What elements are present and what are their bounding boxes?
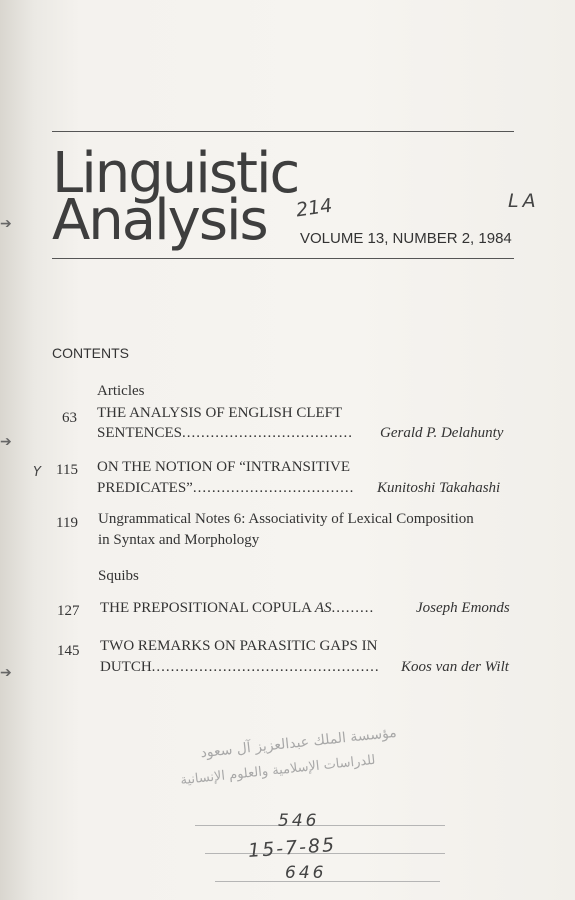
stamp-handwritten-date: 15-7-85 bbox=[247, 833, 337, 863]
toc-entry-line2 bbox=[97, 425, 353, 442]
toc-leader-dots: .................................. bbox=[192, 480, 355, 496]
toc-entry-title: THE ANALYSIS OF ENGLISH CLEFT bbox=[97, 405, 343, 421]
toc-entry-title: THE PREPOSITIONAL COPULA bbox=[100, 600, 312, 616]
stamp-line1: مؤسسة الملك عبدالعزيز آل سعود bbox=[199, 724, 398, 762]
toc-page-number: 63 bbox=[62, 410, 77, 426]
toc-leader-dots: .................................... bbox=[182, 425, 354, 441]
toc-page-number: 145 bbox=[57, 643, 80, 659]
toc-page-number: 127 bbox=[57, 603, 80, 619]
toc-entry-title-cont: in Syntax and Morphology bbox=[98, 532, 260, 548]
toc-author: Kunitoshi Takahashi bbox=[377, 480, 501, 496]
stamp-rule bbox=[195, 825, 445, 826]
section-label-articles: Articles bbox=[97, 383, 145, 399]
journal-title-line1: Linguistic bbox=[52, 141, 299, 206]
margin-arrow-icon: ➔ bbox=[0, 435, 12, 450]
toc-page-number: 115 bbox=[56, 462, 78, 478]
margin-arrow-icon: ➔ bbox=[0, 666, 12, 681]
contents-heading: CONTENTS bbox=[52, 345, 129, 361]
masthead-top-rule bbox=[52, 131, 514, 132]
library-stamp bbox=[150, 724, 480, 895]
toc-entry-title: Ungrammatical Notes 6: Associativity of Lexical Composition bbox=[98, 511, 474, 527]
handwritten-annotation-right: LA bbox=[508, 190, 540, 212]
toc-entry-title: TWO REMARKS ON PARASITIC GAPS IN bbox=[100, 638, 378, 654]
toc-entry-title-cont: PREDICATES” bbox=[97, 480, 193, 496]
stamp-rule bbox=[215, 881, 440, 882]
toc-entry-title-cont: DUTCH bbox=[100, 659, 152, 675]
toc-entry-title-cont: SENTENCES bbox=[97, 425, 183, 441]
volume-info: VOLUME 13, NUMBER 2, 1984 bbox=[300, 230, 512, 247]
stamp-handwritten-number: 546 bbox=[278, 811, 320, 831]
toc-entry-title: ON THE NOTION OF “INTRANSITIVE bbox=[97, 459, 351, 475]
stamp-handwritten-number: 646 bbox=[285, 863, 327, 883]
margin-arrow-icon: ➔ bbox=[0, 217, 12, 232]
toc-author: Gerald P. Delahunty bbox=[380, 425, 504, 441]
section-label-squibs: Squibs bbox=[98, 568, 139, 584]
toc-author: Koos van der Wilt bbox=[401, 659, 509, 675]
toc-author: Joseph Emonds bbox=[416, 600, 510, 616]
toc-entry-line2 bbox=[100, 659, 380, 676]
masthead-bottom-rule bbox=[52, 258, 514, 259]
margin-handwritten-mark: Y bbox=[33, 465, 41, 480]
toc-entry-line2 bbox=[97, 480, 354, 497]
toc-leader-dots: ......... bbox=[331, 600, 375, 616]
stamp-line2: للدراسات الإسلامية والعلوم الإنسانية bbox=[179, 752, 377, 789]
toc-entry-line1 bbox=[100, 600, 374, 617]
handwritten-annotation-mid: 214 bbox=[294, 194, 334, 222]
toc-page-number: 119 bbox=[56, 515, 78, 531]
toc-entry-title-italic: AS bbox=[314, 600, 332, 616]
journal-title-line2: Analysis bbox=[52, 188, 267, 253]
toc-leader-dots: ................................................ bbox=[151, 659, 380, 675]
